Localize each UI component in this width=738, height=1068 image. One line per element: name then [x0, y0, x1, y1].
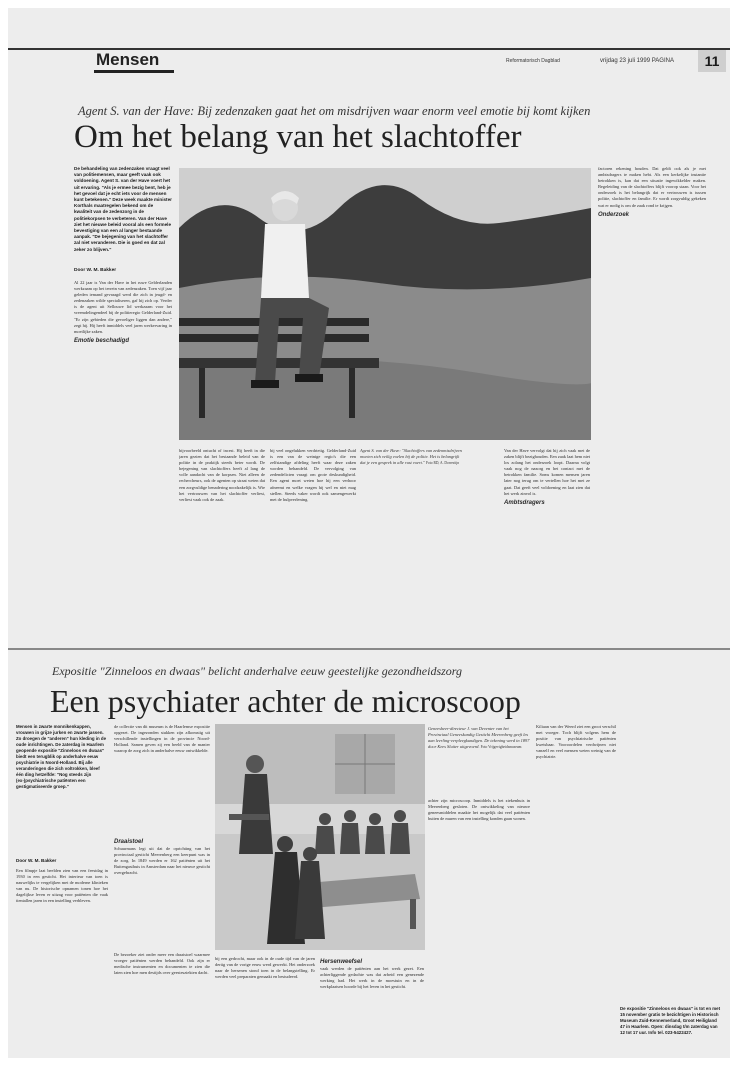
page-label: PAGINA [651, 58, 674, 64]
paper-name: Reformatorisch Dagblad [506, 58, 560, 64]
article2-col6-text: achter zijn microscoop. Inmiddels is het ziekenhuis in Meerenberg gesloten. De ontwikkeling van nieuwe geneesmiddelen maakte het mogelijk dat veel patiënten buiten de muren van een instelling konden gaan wonen. [428, 798, 530, 822]
article2-col8-a [536, 724, 616, 1048]
engraving-illustration [215, 724, 425, 950]
article1-kicker: Agent S. van der Have: Bij zedenzaken gaat het om misdrijven waar enorm veel emotie bij komt kijken [78, 104, 591, 118]
article1-col5 [598, 166, 706, 638]
article2-kicker: Expositie "Zinneloos en dwaas" belicht anderhalve eeuw geestelijke gezondheidszorg [52, 664, 463, 678]
article2-col6 [428, 798, 530, 1048]
dateline [600, 58, 674, 64]
article2-photo [215, 724, 425, 950]
article2-col1 [16, 868, 108, 1048]
article2-col5 [215, 956, 315, 1048]
article1-intro: De behandeling van zedenzaken vraagt veel van politiemensen, maar geeft vaak ook voldoening. Agent S. van der Have voert het uit ervaring. "Als je ermee bezig bent, heb je het gevoel dat je echt iets voor de mensen kunt betekenen." Deze week maakte minister Korthals maatregelen bekend om de kwaliteit van de zedenzorg in de politiekorpsen te verbeteren. Van der Have ziet het nieuwe beleid vooral als een formele bevestiging van een al langer bestaande aanpak. "De bejegening van het slachtoffer zal niet veranderen. Die is goed en dat zal zeker zo blijven." [74, 166, 172, 252]
article-divider [8, 648, 730, 650]
article1-subhead-3: Onderzoek [598, 211, 630, 218]
article2-caption [428, 726, 530, 750]
article2-subhead-1: Draaistoel [114, 839, 144, 845]
article2-caption-text: Geneesheer-directeur J. van Deventer van het Provinciaal Geneeskundig Gesticht Meerenberg geeft les aan leerling-verpleegkundigen. De tekening werd in 1897 door Kees Sluiter uitgevoerd. [428, 726, 530, 749]
article1-col3-text: bij veel ongelukken verdrietig. Gelderland-Zuid is een van de weinige regio's die een zelfstandige afdeling heeft waar deze zaken worden behandeld. De vervolging van zedendelicten vraagt om grote deskundigheid. Een agent moet weten hoe hij een verhoor afneemt en welke vragen hij wel en niet mag stellen. Steeds vaker wordt ook samengewerkt met de hulpverlening. [270, 448, 356, 502]
article2-col5-text: bij een gedrocht, maar ook in de oude tijd van de jaren dertig van de vorige eeuw werd gewerkt. Het onderzoek naar de hersenen stond toen in de belangstelling. Er werden veel preparaten gemaakt en bestudeerd. [215, 956, 315, 980]
article2-col2-text: de collectie van dit museum is de Haarlemse expositie opgezet. De ingezonden stukken zijn afkomstig uit verschillende instellingen in de provincie Noord-Holland. Samen geven zij een beeld van de manier waarop de zorg zich in anderhalve eeuw ontwikkelde. [114, 724, 210, 754]
page-number: 11 [698, 50, 726, 72]
article1-photo [179, 168, 591, 440]
article2-col7-text: vaak werden de patiënten aan het werk gezet. Een achterliggende gedachte was dat arbeid een genezende werking had. Het werk in de moestuin en in de werkplaatsen hoorde bij het leven in het gesticht. [320, 966, 424, 990]
article1-col3 [270, 448, 356, 638]
article1-photo-credit: Foto RD, A. Dorrestijn [425, 461, 459, 465]
article2-col7 [320, 956, 424, 1048]
park-bench-photo [179, 168, 591, 440]
article2-col4 [114, 952, 210, 1048]
article1-headline: Om het belang van het slachtoffer [74, 119, 522, 155]
section-title: Mensen [96, 50, 160, 69]
article1-col1-text: Al 22 jaar is Van der Have in het ruwe Gelderlanden werkzaam op het terrein van zedenzaken. Toen vijf jaar geleden iemand gevraagd werd die zich in jeugd- en zedenzaken wilde specialiseren, gaf hij zich op. Verder is de agent uit Sellouwe lid werkzaam voor het vreemdelingendeel bij de politieregio Gelderland-Zuid. "Er zijn gebieden die gevoeliger liggen dan andere," zegt hij. Hij heeft inmiddels veel jaren werkervaring in moeilijke zaken. [74, 280, 172, 334]
article1-byline: Door W. M. Bakker [74, 268, 117, 273]
article1-subhead-2: Ambtsdragers [504, 499, 545, 506]
article2-byline: Door W. M. Bakker [16, 858, 57, 863]
article2-col8-text: Kiliaan van der Weerd ziet een groot verschil met vroeger. Toch blijft volgens hem de positie van psychiatrische patiënten kwetsbaar. Vooroordelen verdwijnen niet vanzelf en veel mensen weten weinig van de psychiatrie. [536, 724, 616, 760]
section-underline [94, 70, 174, 73]
article2-intro: Mensen in zwarte monnikenkappen, vrouwen in grijze jurken en zwarte jassen. Zo droegen de "anderen" hun kleding in de oude inrichtingen. De zaterdag in Haarlem geopende expositie "Zinneloos en dwaas" biedt een terugblik op anderhalve eeuw psychiatrie in Noord-Holland. Bij alle veranderingen die zich voltrokken, bleef één ding hetzelfde: "Nog steeds zijn (ex-)psychiatrische patiënten een gestigmatiseerde groep." [16, 724, 107, 789]
exhibition-info: De expositie "Zinneloos en dwaas" is tot en met 15 november gratis te bezichtigen in Historisch Museum Zuid-Kennemerland, Groot Heiligland 47 in Haarlem. Open: dinsdag t/m zaterdag van 12 tot 17 uur. Info tel. 023-5422427. [620, 1006, 721, 1035]
article2-col4-text: De bezoeker ziet onder meer een draaistoel waarmee vroeger patiënten werden behandeld. Ook zijn er medische instrumenten en documenten te zien die laten zien hoe men destijds over geestesziekten dacht. [114, 952, 210, 976]
article1-col4 [504, 448, 590, 638]
article1-col2-text: bijvoorbeeld ontucht of incest. Hij heeft in die jaren gezien dat het bestaande beleid van de politie in de praktijk steeds beter wordt. De bejegening van slachtoffers heeft al lang de volle aandacht van de korpsen. Niet alleen de rechercheurs, ook de agenten op straat weten dat een zorgvuldige benadering noodzakelijk is. Wie het vertrouwen van het slachtoffer verliest, verliest vaak ook de zaak. [179, 448, 265, 502]
article2-col2 [114, 724, 210, 834]
article2-subhead-2: Hersenweefsel [320, 959, 363, 965]
article1-col2 [179, 448, 265, 638]
article1-col1 [74, 280, 172, 640]
article2-col3-text: Schuurmans legt uit dat de oprichting van het provinciaal gesticht Meerenberg een keerpunt was in de zorg. In 1849 werden er 162 patiënten uit het Buitengasthuis in Amsterdam naar het nieuwe gesticht overgebracht. [114, 846, 210, 876]
article2-col1-text: Een filmpje laat beelden zien van een feestdag in 1930 in een gesticht. Het interieur van toen is nauwelijks te vergelijken met de moderne klinieken van nu. De historische opnamen tonen hoe het dagelijkse leven er uitzag voor patiënten die vaak tientallen jaren in een instelling verbleven. [16, 868, 108, 904]
article2-headline: Een psychiater achter de microscoop [50, 683, 521, 719]
article1-caption [360, 448, 462, 466]
newspaper-page [8, 8, 730, 1058]
article1-col5-text: factoren rekening houden. Dat geldt ook als je met ambtsdragers te maken hebt. Als een kerkelijke instantie betrokken is, kan dat een situatie ingewikkelder maken. Begeleiding van de slachtoffers blijft voorop staan. Voor het onderzoek is het belangrijk dat er vertrouwen is tussen politie, slachtoffer en familie. Er wordt zorgvuldig gekeken wat er nodig is om de zaak rond te krijgen. [598, 166, 706, 208]
article1-subhead-1: Emotie beschadigd [74, 337, 130, 344]
article1-caption-text: Agent S. van der Have: "Slachtoffers van zedenmisdrijven moeten zich veilig voelen bij de politie. Het is belangrijk dat je een gesprek in alle rust voert." [360, 448, 462, 465]
article1-col4-text: Van der Have vervolgt dat hij zich vaak met de zaken blijft bezighouden. Een zaak laat hem niet los zolang het onderzoek loopt. Daarna volgt vaak nog de nazorg en het contact met de betrokken familie. Soms komen mensen jaren later nog terug om te vertellen hoe het met ze gaat. Dat geeft veel voldoening en laat zien dat het werk zinvol is. [504, 448, 590, 496]
article2-photo-credit: Foto Vrijgevigheidsmuseum [480, 745, 522, 749]
article2-col3 [114, 836, 210, 946]
date: vrijdag 23 juli 1999 [600, 58, 651, 64]
